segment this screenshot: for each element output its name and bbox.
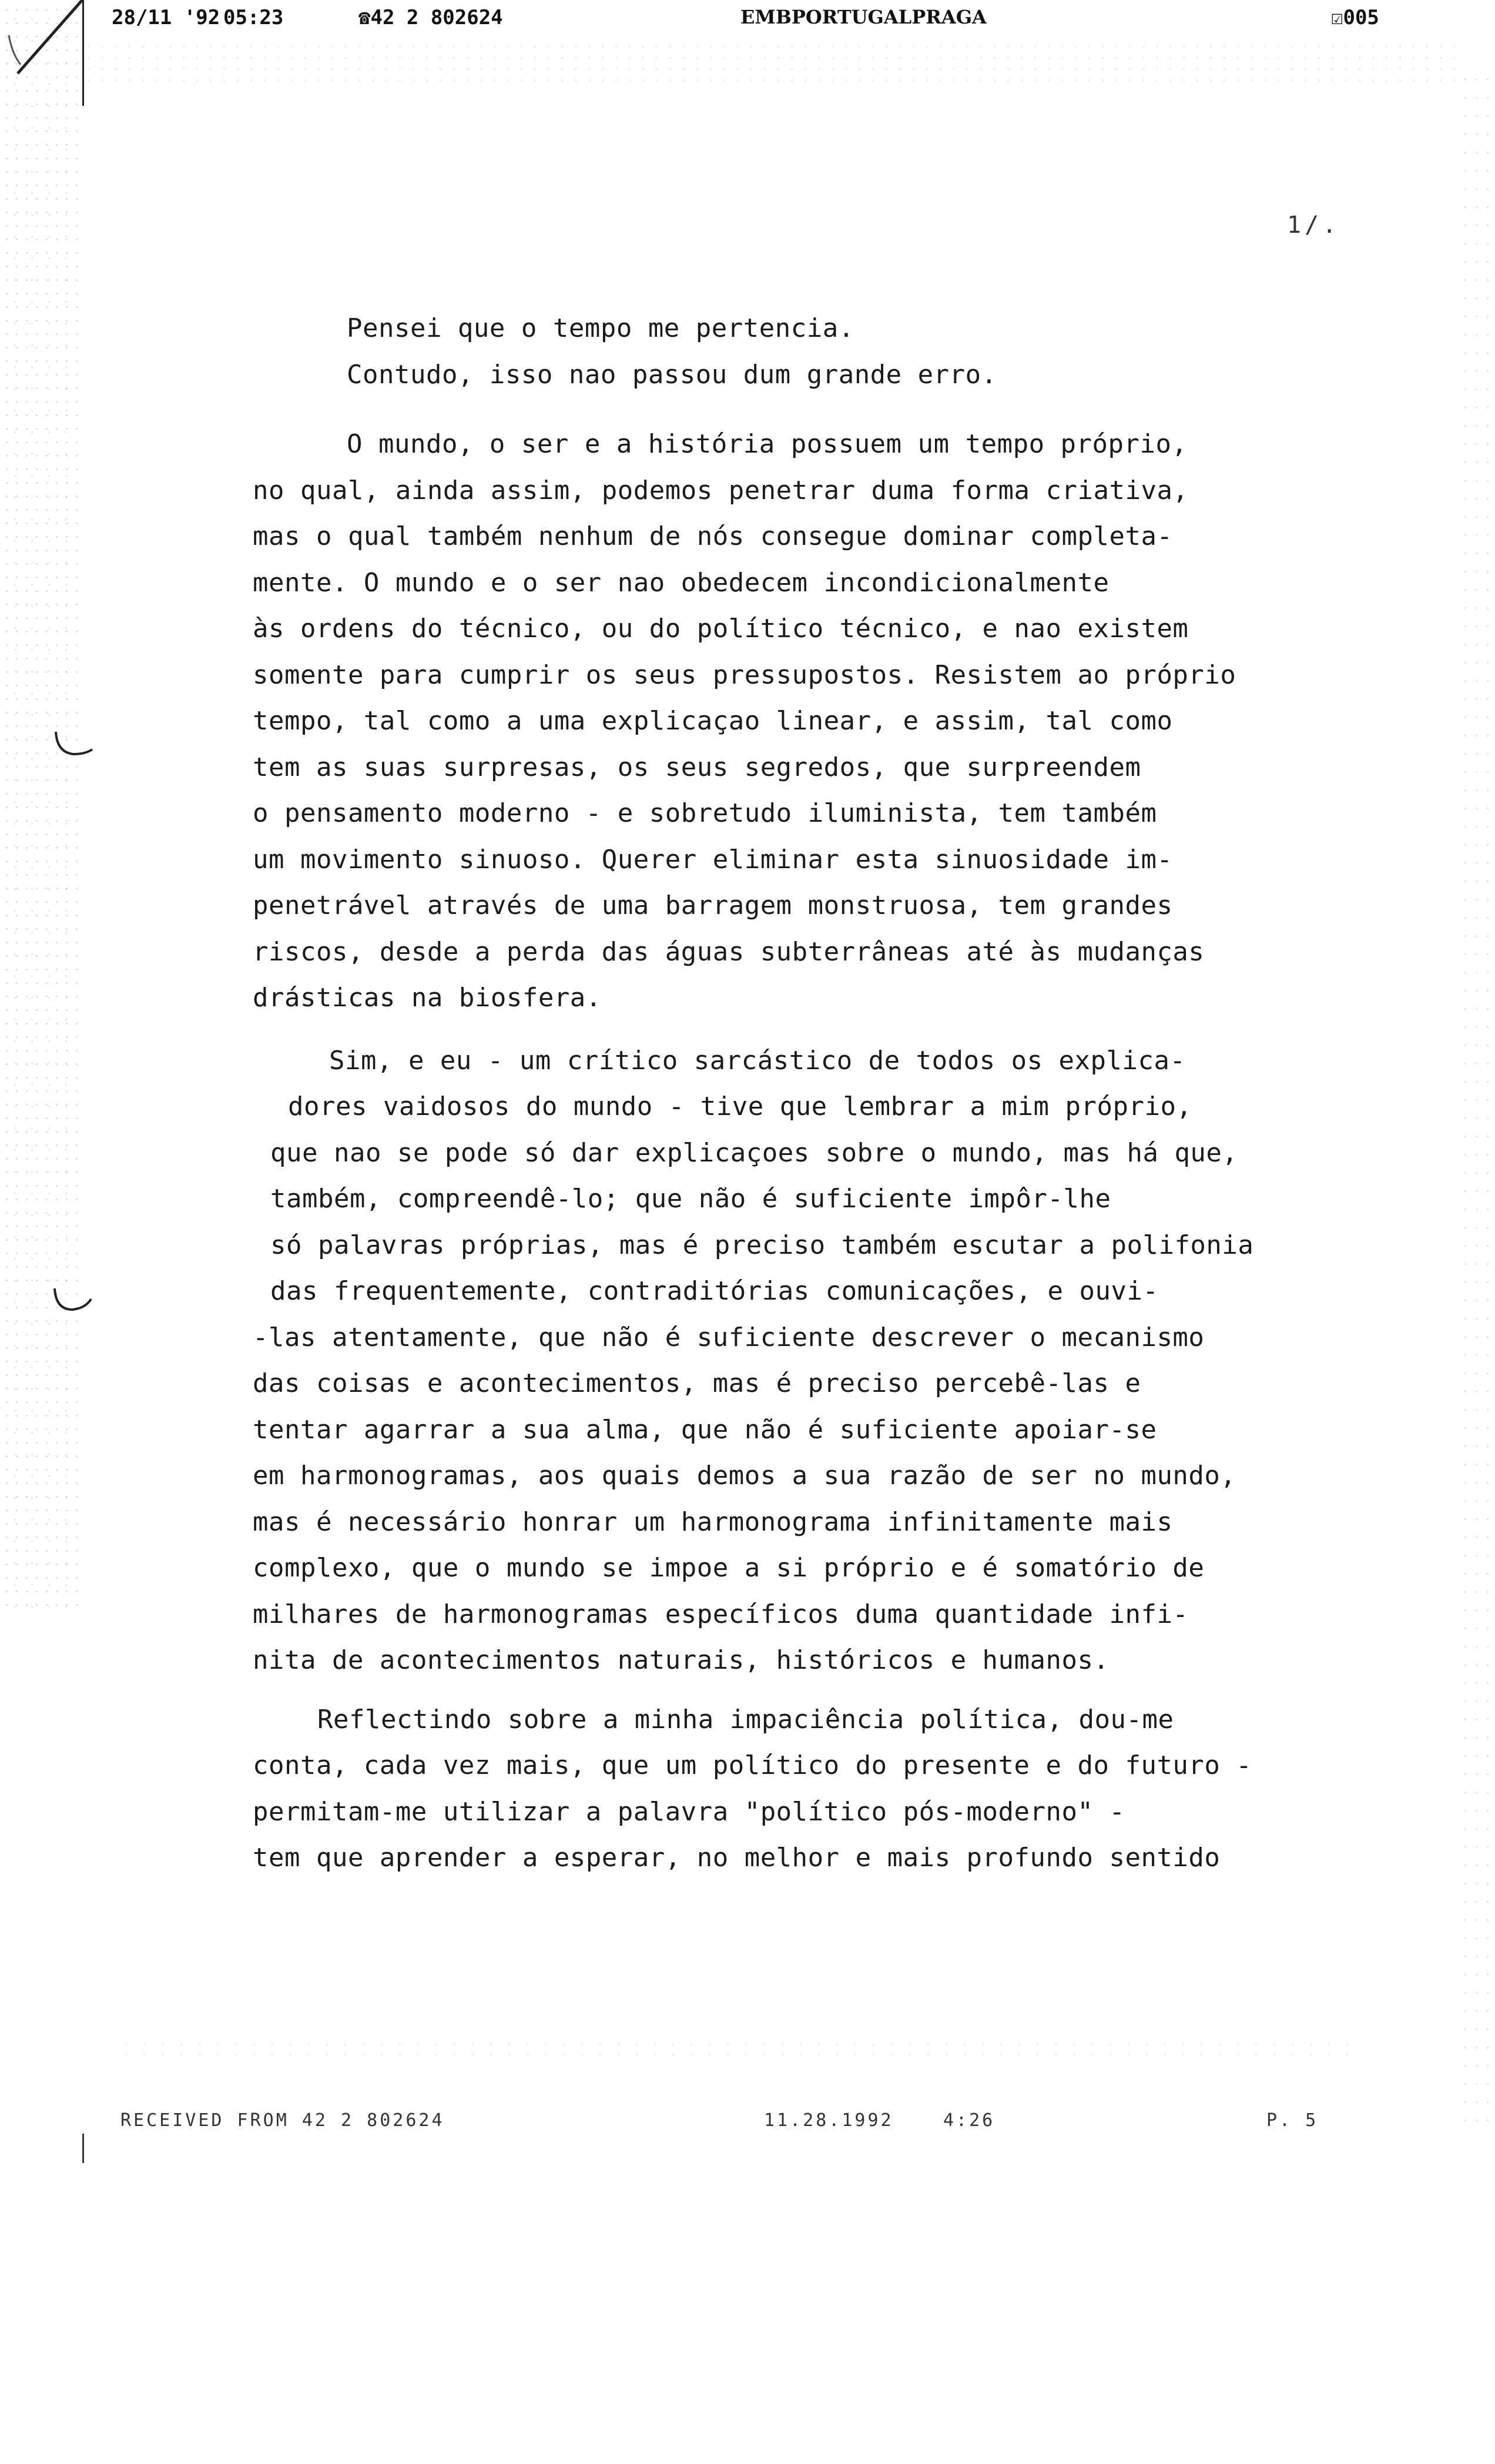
text-line: Contudo, isso nao passou dum grande erro. (347, 359, 997, 390)
scan-noise-top (82, 41, 1457, 82)
text-line: um movimento sinuoso. Querer eliminar esta sinuosidade im- (253, 844, 1173, 875)
text-line: que nao se pode só dar explicaçoes sobre o mundo, mas há que, (270, 1137, 1238, 1168)
text-line: o pensamento moderno - e sobretudo iluminista, tem também (253, 798, 1157, 828)
text-line: tem que aprender a esperar, no melhor e mais profundo sentido (253, 1843, 1221, 1873)
margin-line-lower (82, 2134, 84, 2163)
text-line: -las atentamente, que não é suficiente descrever o mecanismo (253, 1322, 1205, 1352)
text-line: somente para cumprir os seus pressupostos. Resistem ao próprio (253, 659, 1236, 690)
text-line: permitam-me utilizar a palavra "político pós-moderno" - (253, 1796, 1125, 1827)
scan-noise-right (1460, 71, 1495, 2128)
text-line: às ordens do técnico, ou do político técnico, e nao existem (253, 614, 1189, 644)
fax-footer-time: 4:26 (943, 2110, 995, 2131)
fax-header-phone: ☎42 2 802624 (358, 6, 503, 29)
fax-header-date: 28/11 '92 (112, 6, 220, 29)
text-line: complexo, que o mundo se impoe a si próprio e é somatório de (253, 1553, 1205, 1583)
text-line: só palavras próprias, mas é preciso também escutar a polifonia (270, 1230, 1254, 1260)
scan-noise-left (0, 0, 82, 1616)
fax-footer-date: 11.28.1992 (764, 2110, 894, 2131)
fax-footer-page: P. 5 (1266, 2110, 1319, 2131)
fax-header-page: ☑005 (1331, 6, 1379, 29)
text-line: O mundo, o ser e a história possuem um tempo próprio, (347, 429, 1188, 459)
text-line: no qual, ainda assim, podemos penetrar duma forma criativa, (253, 475, 1189, 505)
fax-header-time: 05:23 (223, 6, 284, 29)
margin-hook-mark (50, 726, 97, 761)
text-line: Reflectindo sobre a minha impaciência política, dou-me (317, 1704, 1174, 1735)
text-line: mas o qual também nenhum de nós consegue dominar completa- (253, 521, 1173, 551)
text-line: tentar agarrar a sua alma, que não é suficiente apoiar-se (253, 1414, 1157, 1445)
text-line: mas é necessário honrar um harmonograma infinitamente mais (253, 1506, 1173, 1537)
fax-header-sender: EMBPORTUGALPRAGA (740, 6, 987, 28)
letter-body (253, 306, 1369, 1882)
text-line: milhares de harmonogramas específicos duma quantidade infi- (253, 1599, 1189, 1629)
margin-hook-mark (50, 1281, 97, 1317)
corner-stroke-mark (6, 0, 106, 76)
text-line: das frequentemente, contraditórias comunicações, e ouvi- (270, 1276, 1159, 1306)
text-line: Sim, e eu - um crítico sarcástico de todos os explica- (329, 1045, 1186, 1076)
text-line: dores vaidosos do mundo - tive que lembrar a mim próprio, (288, 1092, 1192, 1121)
text-line: drásticas na biosfera. (253, 983, 602, 1013)
page-number: 1/. (1287, 212, 1340, 239)
text-line: em harmonogramas, aos quais demos a sua razão de ser no mundo, (253, 1461, 1236, 1491)
text-line: tem as suas surpresas, os seus segredos, que surpreendem (253, 752, 1141, 782)
text-line: riscos, desde a perda das águas subterrâneas até às mudanças (253, 936, 1205, 967)
text-line: nita de acontecimentos naturais, históricos e humanos. (253, 1645, 1109, 1675)
text-line: das coisas e acontecimentos, mas é preciso percebê-las e (253, 1368, 1141, 1398)
text-line: penetrável através de uma barragem monstruosa, tem grandes (253, 890, 1173, 920)
fax-footer-received: RECEIVED FROM 42 2 802624 (120, 2110, 445, 2131)
scan-noise-bottom (118, 2040, 1352, 2063)
fax-footer (120, 2110, 1355, 2134)
fax-header (112, 6, 1434, 35)
text-line: mente. O mundo e o ser nao obedecem incondicionalmente (253, 567, 1109, 598)
text-line: Pensei que o tempo me pertencia. (347, 313, 854, 343)
text-line: também, compreendê-lo; que não é suficiente impôr-lhe (270, 1184, 1111, 1214)
text-line: conta, cada vez mais, que um político do presente e do futuro - (253, 1750, 1252, 1780)
text-line: tempo, tal como a uma explicaçao linear, e assim, tal como (253, 706, 1173, 736)
